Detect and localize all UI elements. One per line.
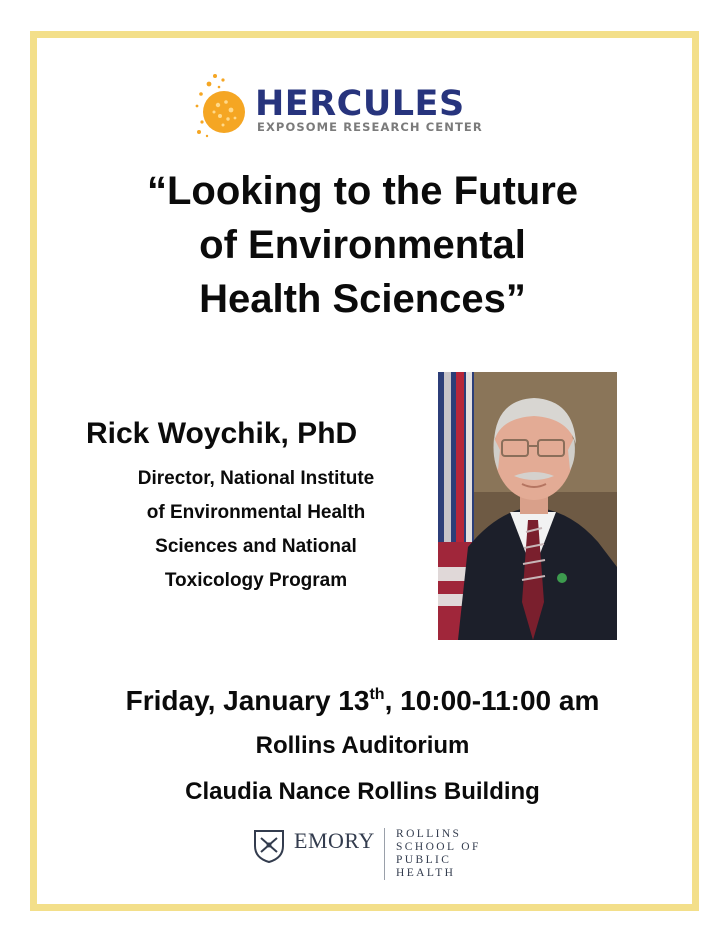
speaker-title-line-4: Toxicology Program <box>164 570 348 591</box>
emory-shield-icon <box>252 828 286 864</box>
event-title-line-2: of Environmental <box>199 223 526 267</box>
event-title <box>0 164 725 326</box>
school-line-1: ROLLINS <box>396 828 462 840</box>
school-name <box>396 828 481 880</box>
emory-name: EMORY <box>294 828 375 853</box>
event-time: , 10:00-11:00 am <box>384 685 600 716</box>
logo-subtitle: EXPOSOME RESEARCH CENTER <box>257 120 483 134</box>
venue-building: Claudia Nance Rollins Building <box>185 778 540 805</box>
event-date-time <box>0 683 725 719</box>
school-line-4: HEALTH <box>396 867 456 879</box>
event-title-line-1: “Looking to the Future <box>146 169 579 213</box>
emory-logo <box>250 822 490 882</box>
date-ordinal-suffix: th <box>369 686 385 703</box>
speaker-photo <box>438 372 617 640</box>
event-date: Friday, January 13 <box>125 685 370 716</box>
hercules-sphere-icon <box>193 72 253 144</box>
speaker-title-line-2: of Environmental Health <box>146 502 366 523</box>
emory-divider <box>384 828 385 880</box>
event-title-line-3: Health Sciences” <box>199 277 526 321</box>
speaker-title <box>86 462 426 598</box>
school-line-3: PUBLIC <box>396 854 452 866</box>
speaker-name: Rick Woychik, PhD <box>86 417 358 450</box>
speaker-title-line-1: Director, National Institute <box>137 468 375 489</box>
school-line-2: SCHOOL OF <box>396 841 481 853</box>
speaker-title-line-3: Sciences and National <box>155 536 357 557</box>
venue-room: Rollins Auditorium <box>255 732 470 759</box>
hercules-logo <box>193 72 493 144</box>
logo-title: HERCULES <box>255 84 465 124</box>
